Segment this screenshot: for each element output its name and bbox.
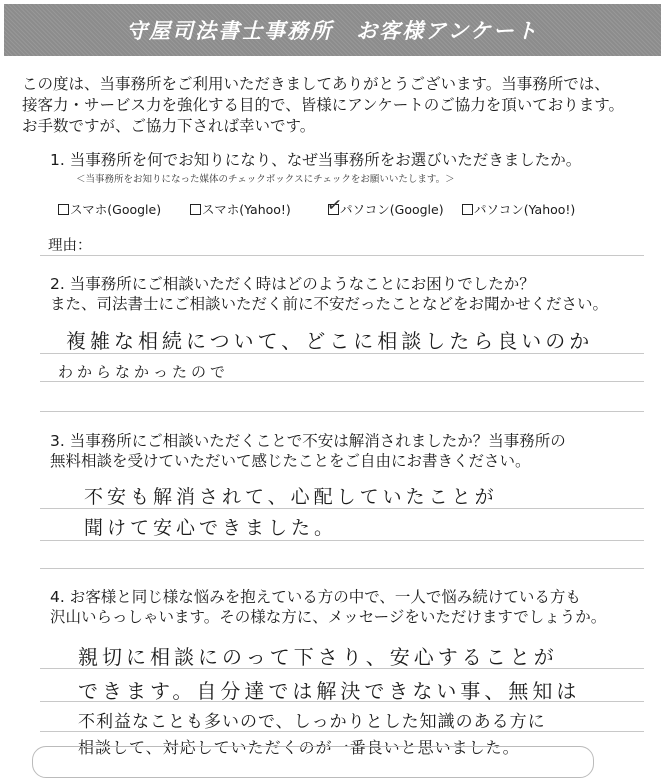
q2-answer-line-2: わからなかったので: [58, 363, 230, 381]
q1-note: ＜当事務所をお知りになった媒体のチェックボックスにチェックをお願いいたします。＞: [76, 174, 455, 185]
q4-heading-line-2: 沢山いらっしゃいます。その様な方に、メッセージをいただけますでしょうか。: [50, 608, 607, 626]
q2-heading-line-1: 2. 当事務所にご相談いただく時はどのようなことにお困りでしたか？: [50, 275, 535, 293]
q3-answer-line-2: 聞けて安心できました。: [84, 517, 338, 539]
option-label: パソコン(Yahoo!): [474, 202, 576, 217]
answer-line: [40, 381, 644, 382]
check-mark-icon: ✓: [325, 193, 344, 217]
title-banner: [4, 4, 661, 56]
answer-line: [40, 255, 644, 256]
q4-heading-line-1: 4. お客様と同じ様な悩みを抱えている方の中で、一人で悩み続けている方も: [50, 588, 581, 606]
answer-line: [40, 540, 644, 541]
q4-answer-line-4: 相談して、対応していただくのが一番良いと思いました。: [78, 738, 520, 757]
intro-line: この度は、当事務所をご利用いただきましてありがとうございます。当事務所では、: [22, 75, 610, 93]
q4-answer-line-2: できます。自分達では解決できない事、無知は: [78, 679, 581, 703]
q3-answer-line-1: 不安も解消されて、心配していたことが: [84, 486, 498, 508]
answer-line: [40, 568, 644, 569]
q3-heading-line-1: 3. 当事務所にご相談いただくことで不安は解消されましたか？当事務所の: [50, 432, 566, 450]
page-title: 守屋司法書士事務所 お客様アンケート: [126, 19, 539, 43]
intro-line: 接客力・サービス力を強化する目的で、皆様にアンケートのご協力を頂いております。: [22, 96, 625, 114]
bottom-frame-edge: [32, 746, 594, 778]
intro-line: お手数ですが、ご協力下されば幸いです。: [22, 117, 316, 135]
intro-text: [22, 74, 652, 137]
reason-label: 理由：: [48, 238, 92, 254]
answer-line: [40, 731, 644, 732]
answer-line: [40, 411, 644, 412]
q4-answer-line-1: 親切に相談にのって下さり、安心することが: [78, 645, 558, 669]
q1-heading: 1. 当事務所を何でお知りになり、なぜ当事務所をお選びいただきましたか。: [50, 151, 582, 169]
option-smartphone-yahoo[interactable]: [190, 200, 291, 218]
checkbox-checked[interactable]: [325, 193, 344, 217]
answer-line: [40, 668, 644, 669]
checkbox[interactable]: [462, 204, 473, 215]
answer-line: [40, 508, 644, 509]
answer-line: [40, 353, 644, 354]
answer-line: [40, 701, 644, 702]
option-pc-yahoo[interactable]: [462, 200, 575, 218]
q3-heading-line-2: 無料相談を受けていただいて感じたことをご自由にお書きください。: [50, 452, 531, 470]
option-label: パソコン(Google): [340, 202, 444, 217]
q4-answer-line-3: 不利益なことも多いので、しっかりとした知識のある方に: [78, 712, 546, 732]
option-label: スマホ(Yahoo!): [202, 202, 291, 217]
q2-answer-line-1: 複雑な相続について、どこに相談したら良いのか: [66, 329, 594, 353]
q2-heading-line-2: また、司法書士にご相談いただく前に不安だったことなどをお聞かせください。: [50, 295, 609, 313]
option-pc-google[interactable]: [325, 193, 444, 218]
option-smartphone-google[interactable]: [58, 200, 161, 218]
checkbox[interactable]: [190, 204, 201, 215]
checkbox[interactable]: [58, 204, 69, 215]
option-label: スマホ(Google): [70, 202, 162, 217]
